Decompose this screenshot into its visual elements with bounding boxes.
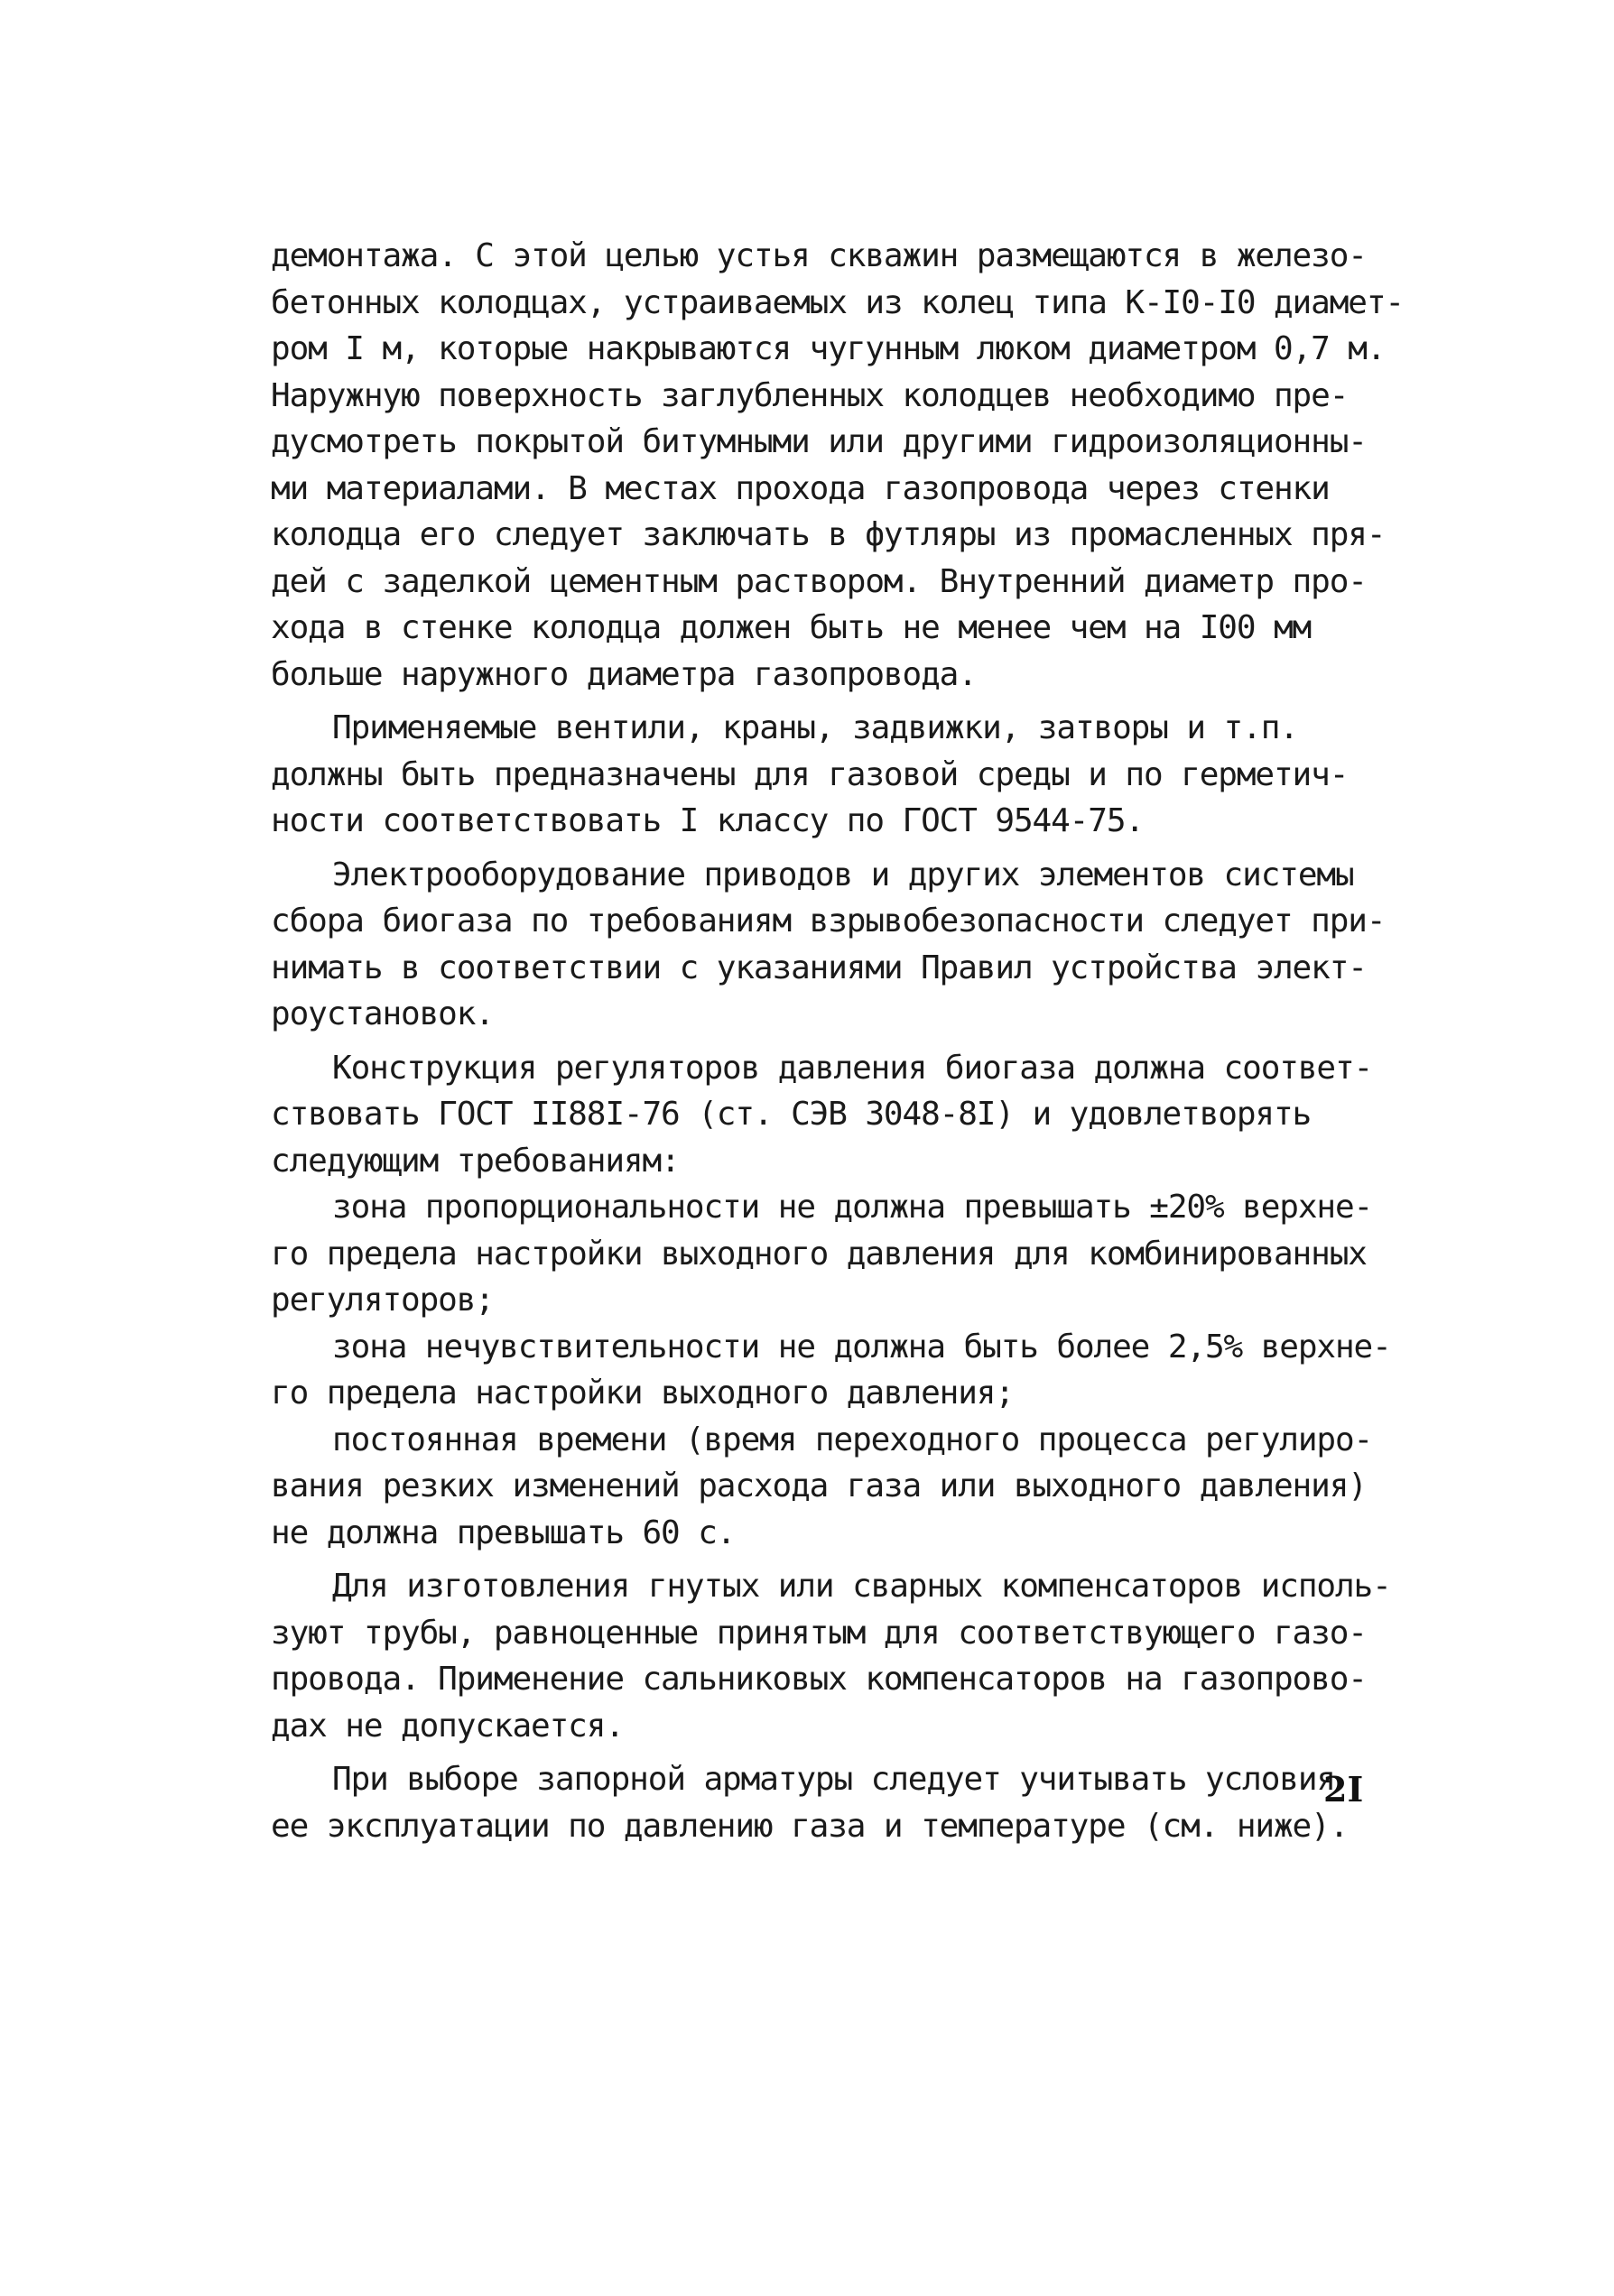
text-line: провода. Применение сальниковых компенсаторов на газопрово-	[271, 1661, 1367, 1698]
text-line: регуляторов;	[271, 1282, 494, 1319]
text-line: больше наружного диаметра газопровода.	[271, 655, 977, 693]
text-line: дусмотреть покрытой битумными или другими гидроизоляционны-	[271, 423, 1367, 460]
text-line: го предела настройки выходного давления для комбинированных	[271, 1235, 1367, 1273]
text-line: Наружную поверхность заглубленных колодцев необходимо пре-	[271, 376, 1349, 414]
text-line: должны быть предназначены для газовой среды и по герметич-	[271, 755, 1349, 793]
text-line: го предела настройки выходного давления;	[271, 1375, 1014, 1412]
paragraph-start-line: При выборе запорной арматуры следует учитывать условия	[332, 1761, 1335, 1798]
text-line: ности соответствовать I классу по ГОСТ 9544-75.	[271, 802, 1144, 839]
text-line: следующим требованиям:	[271, 1142, 680, 1180]
text-line: колодца его следует заключать в футляры из промасленных пря-	[271, 516, 1386, 553]
text-line: дей с заделкой цементным раствором. Внутренний диаметр про-	[271, 562, 1367, 600]
list-item-line: зона нечувствительности не должна быть более 2,5% верхне-	[332, 1328, 1391, 1366]
text-line: роустановок.	[271, 995, 494, 1032]
text-line: ее эксплуатации по давлению газа и температуре (см. ниже).	[271, 1807, 1349, 1845]
body-text	[271, 233, 1408, 1849]
text-line: бетонных колодцах, устраиваемых из колец типа К-I0-I0 диамет-	[271, 283, 1405, 321]
text-line: демонтажа. С этой целью устья скважин размещаются в железо-	[271, 237, 1367, 274]
paragraph-start-line: Конструкция регуляторов давления биогаза должна соответ-	[332, 1049, 1373, 1087]
text-line: не должна превышать 60 с.	[271, 1514, 736, 1551]
list-item-line: зона пропорциональности не должна превышать ±20% верхне-	[332, 1189, 1373, 1226]
paragraph-start-line: Применяемые вентили, краны, задвижки, затворы и т.п.	[332, 709, 1298, 746]
text-line: хода в стенке колодца должен быть не менее чем на I00 мм	[271, 609, 1312, 646]
text-line: сбора биогаза по требованиям взрывобезопасности следует при-	[271, 903, 1386, 940]
page-number: 2I	[1323, 1769, 1364, 1810]
text-line: ствовать ГОСТ II88I-76 (ст. СЭВ 3048-8I) и удовлетворять	[271, 1096, 1312, 1133]
paragraph-start-line: Для изготовления гнутых или сварных компенсаторов исполь-	[332, 1568, 1391, 1605]
text-line: ми материалами. В местах прохода газопровода через стенки	[271, 469, 1330, 507]
paragraph-start-line: Электрооборудование приводов и других элементов системы	[332, 856, 1354, 893]
text-line: зуют трубы, равноценные принятым для соответствующего газо-	[271, 1614, 1367, 1652]
text-line: дах не допускается.	[271, 1707, 624, 1745]
list-item-line: постоянная времени (время переходного процесса регулиро-	[332, 1421, 1373, 1458]
text-line: ром I м, которые накрываются чугунным люком диаметром 0,7 м.	[271, 330, 1386, 367]
text-line: вания резких изменений расхода газа или выходного давления)	[271, 1467, 1367, 1504]
text-line: нимать в соответствии с указаниями Правил устройства элект-	[271, 949, 1367, 986]
